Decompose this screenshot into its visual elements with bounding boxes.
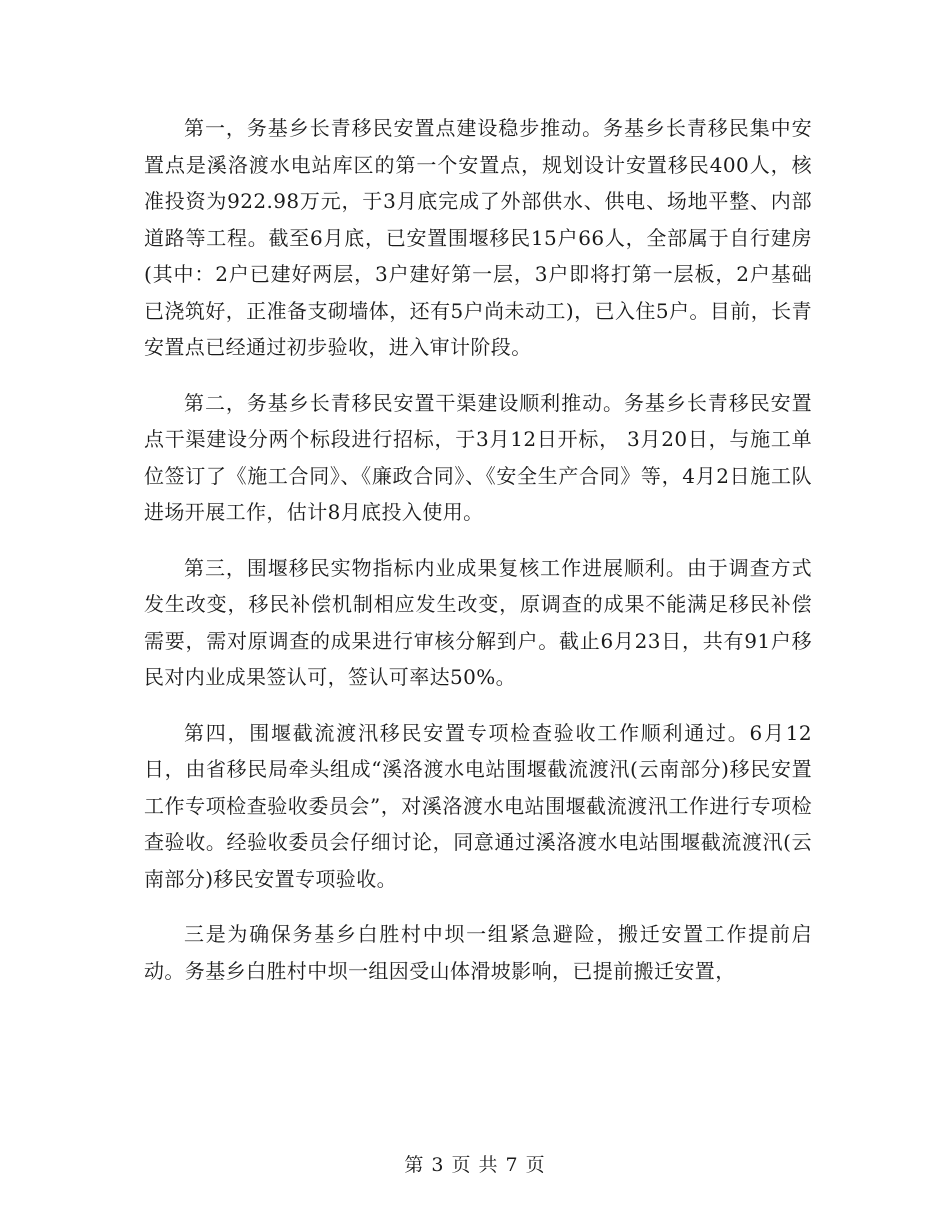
page-footer (0, 1150, 950, 1177)
paragraph-4: 第四，围堰截流渡汛移民安置专项检查验收工作顺利通过。6月12日，由省移民局牵头组成“溪洛渡水电站围堰截流渡汛(云南部分)移民安置工作专项检查验收委员会”，对溪洛渡水电站围堰截流渡汛工作进行专项检查验收。经验收委员会仔细讨论，同意通过溪洛渡水电站围堰截流渡汛(云南部分)移民安置专项验收。 (144, 720, 812, 891)
document-body (144, 110, 812, 1008)
paragraph-1: 第一，务基乡长青移民安置点建设稳步推动。务基乡长青移民集中安置点是溪洛渡水电站库区的第一个安置点，规划设计安置移民400人，核准投资为922.98万元，于3月底完成了外部供水、供电、场地平整、内部道路等工程。截至6月底，已安置围堰移民15户66人，全部属于自行建房(其中：2户已建好两层，3户建好第一层，3户即将打第一层板，2户基础已浇筑好，正准备支砌墙体，还有5户尚未动工)，已入住5户。目前，长青安置点已经通过初步验收，进入审计阶段。 (144, 116, 812, 359)
paragraph-5: 三是为确保务基乡白胜村中坝一组紧急避险，搬迁安置工作提前启动。务基乡白胜村中坝一组因受山体滑坡影响，已提前搬迁安置， (144, 922, 812, 983)
paragraph-2: 第二，务基乡长青移民安置干渠建设顺利推动。务基乡长青移民安置点干渠建设分两个标段进行招标，于3月12日开标， 3月20日，与施工单位签订了《施工合同》、《廉政合同》、《安全生产合同》等，4月2日施工队进场开展工作，估计8月底投入使用。 (144, 390, 812, 524)
paragraph-3: 第三，围堰移民实物指标内业成果复核工作进展顺利。由于调查方式发生改变，移民补偿机制相应发生改变，原调查的成果不能满足移民补偿需要，需对原调查的成果进行审核分解到户。截止6月23日，共有91户移民对内业成果签认可，签认可率达50%。 (144, 555, 812, 689)
page-number-label: 第 3 页 共 7 页 (404, 1154, 546, 1176)
